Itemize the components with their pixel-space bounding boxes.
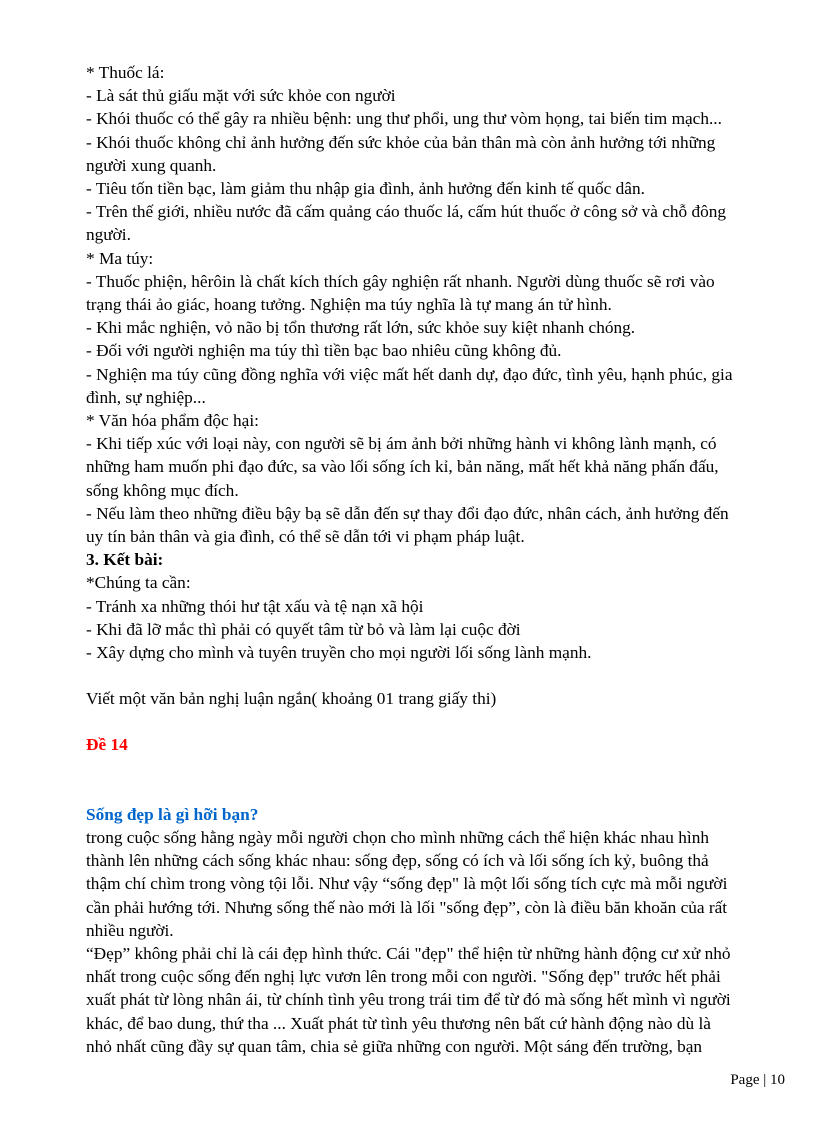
text-line: - Trên thế giới, nhiều nước đã cấm quảng cáo thuốc lá, cấm hút thuốc ở công sở và chỗ đông: [86, 202, 727, 222]
page-number: Page | 10: [730, 1072, 785, 1088]
text-line: - Nếu làm theo những điều bậy bạ sẽ dẫn đến sự thay đổi đạo đức, nhân cách, ảnh hưởng đến: [86, 503, 729, 523]
text-line: - Khi đã lỡ mắc thì phải có quyết tâm từ bỏ và làm lại cuộc đời: [86, 619, 521, 639]
text-line: trong cuộc sống hằng ngày mỗi người chọn cho mình những cách thể hiện khác nhau hình: [86, 827, 709, 847]
text-line: thậm chí chìm trong vòng tội lỗi. Như vậy “sống đẹp" là một lối sống tích cực mà mỗi người: [86, 874, 728, 894]
instruction-text: Viết một văn bản nghị luận ngắn( khoảng 01 trang giấy thi): [86, 689, 497, 709]
text-line: nhất trong cuộc sống đến nghị lực vươn lên trong mỗi con người. "Sống đẹp" trước hết phải: [86, 967, 721, 987]
exercise-title: Đề 14: [86, 735, 128, 755]
essay-title: Sống đẹp là gì hỡi bạn?: [86, 804, 259, 824]
text-line: - Thuốc phiện, hêrôin là chất kích thích gây nghiện rất nhanh. Người dùng thuốc sẽ rơi vào: [86, 271, 715, 291]
text-line: xuất phát từ lòng nhân ái, từ chính tình yêu trong trái tim để từ đó mà sống hết mình vì người: [86, 990, 731, 1010]
text-line: - Là sát thủ giấu mặt với sức khỏe con người: [86, 86, 396, 106]
section-heading-drugs: * Ma túy:: [86, 248, 154, 268]
text-line: uy tín bản thân và gia đình, có thể sẽ dẫn tới vi phạm pháp luật.: [86, 527, 525, 547]
text-line: - Khói thuốc không chỉ ảnh hưởng đến sức khỏe của bản thân mà còn ảnh hưởng tới những: [86, 132, 716, 152]
text-line: *Chúng ta cần:: [86, 573, 191, 593]
text-line: - Khói thuốc có thể gây ra nhiều bệnh: ung thư phổi, ung thư vòm họng, tai biến tim mạch...: [86, 109, 722, 129]
spacer: [86, 757, 791, 803]
text-line: - Nghiện ma túy cũng đồng nghĩa với việc mất hết danh dự, đạo đức, tình yêu, hạnh phúc, gia: [86, 364, 733, 384]
text-line: người.: [86, 225, 131, 245]
text-line: những ham muốn phi đạo đức, sa vào lối sống ích kỉ, bản năng, mất hết khả năng phấn đấu,: [86, 457, 719, 477]
text-line: đình, sự nghiệp...: [86, 387, 206, 407]
section-heading-media: * Văn hóa phẩm độc hại:: [86, 411, 259, 431]
text-line: - Xây dựng cho mình và tuyên truyền cho mọi người lối sống lành mạnh.: [86, 643, 592, 663]
text-line: khác, để bao dung, thứ tha ... Xuất phát từ tình yêu thương nên bất cứ hành động nào dù là: [86, 1013, 711, 1033]
text-line: thành lên những cách sống khác nhau: sống đẹp, sống có ích và lối sống ích kỷ, buông thả: [86, 851, 709, 871]
text-line: trạng thái ảo giác, hoang tưởng. Nghiện ma túy nghĩa là tự mang án tử hình.: [86, 295, 612, 315]
spacer: [86, 664, 791, 687]
text-line: “Đẹp” không phải chỉ là cái đẹp hình thức. Cái "đẹp" thể hiện từ những hành động cư xử nhỏ: [86, 943, 731, 963]
text-line: sống không mục đích.: [86, 480, 239, 500]
text-line: - Khi mắc nghiện, vỏ não bị tổn thương rất lớn, sức khỏe suy kiệt nhanh chóng.: [86, 318, 636, 338]
text-line: - Đối với người nghiện ma túy thì tiền bạc bao nhiêu cũng không đủ.: [86, 341, 562, 361]
text-line: nhiều người.: [86, 920, 174, 940]
text-line: cần phải hướng tới. Nhưng sống thế nào mới là lối "sống đẹp”, còn là điều băn khoăn của rất: [86, 897, 728, 917]
text-line: - Tránh xa những thói hư tật xấu và tệ nạn xã hội: [86, 596, 424, 616]
spacer: [86, 710, 791, 733]
section-heading-smoking: * Thuốc lá:: [86, 63, 165, 82]
text-line: - Khi tiếp xúc với loại này, con người sẽ bị ám ảnh bởi những hành vi không lành mạnh, có: [86, 434, 717, 454]
text-line: người xung quanh.: [86, 155, 217, 175]
document-page: [86, 61, 791, 1058]
conclusion-heading: 3. Kết bài:: [86, 550, 164, 570]
text-line: - Tiêu tốn tiền bạc, làm giảm thu nhập gia đình, ảnh hưởng đến kinh tế quốc dân.: [86, 179, 645, 199]
text-line: nhỏ nhất cũng đầy sự quan tâm, chia sẻ giữa những con người. Một sáng đến trường, bạn: [86, 1036, 703, 1056]
